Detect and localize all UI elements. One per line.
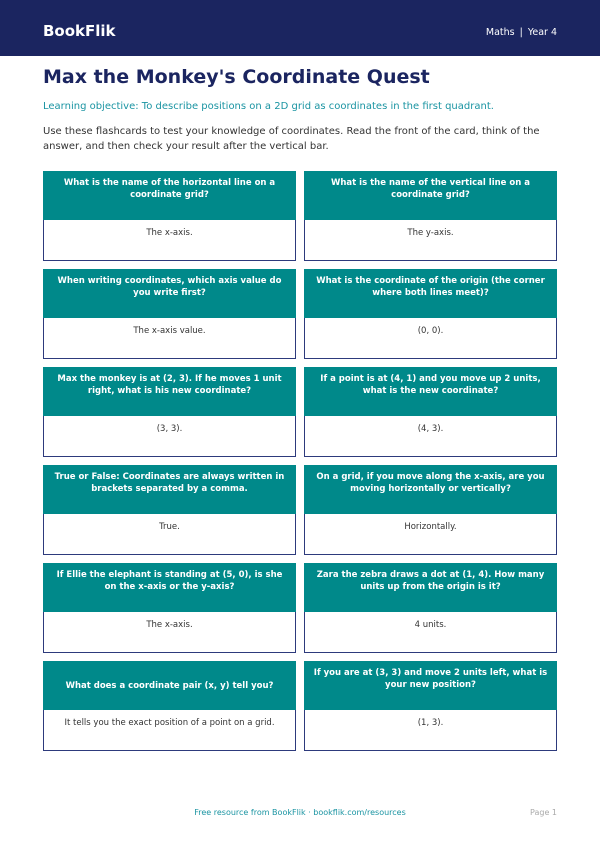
flashcard <box>43 563 296 653</box>
footer-credit[interactable]: Free resource from BookFlik · bookflik.com/resources <box>194 808 406 817</box>
flashcard <box>43 661 296 751</box>
flashcard <box>304 171 557 261</box>
flashcard <box>304 661 557 751</box>
flashcard-answer: (4, 3). <box>304 416 557 457</box>
page-title: Max the Monkey's Coordinate Quest <box>43 66 430 88</box>
flashcard-question: On a grid, if you move along the x-axis, are you moving horizontally or vertically? <box>304 465 557 514</box>
flashcard-answer: The x-axis. <box>43 612 296 653</box>
flashcard-question: What does a coordinate pair (x, y) tell you? <box>43 661 296 710</box>
flashcard-answer: 4 units. <box>304 612 557 653</box>
flashcard-answer: (0, 0). <box>304 318 557 359</box>
flashcard-answer: (1, 3). <box>304 710 557 751</box>
flashcard-question: Max the monkey is at (2, 3). If he moves 1 unit right, what is his new coordinate? <box>43 367 296 416</box>
flashcard <box>304 367 557 457</box>
flashcard-question: What is the coordinate of the origin (the corner where both lines meet)? <box>304 269 557 318</box>
flashcard <box>304 465 557 555</box>
flashcard-question: What is the name of the vertical line on a coordinate grid? <box>304 171 557 220</box>
flashcard <box>43 465 296 555</box>
flashcard-question: When writing coordinates, which axis value do you write first? <box>43 269 296 318</box>
flashcard-question: If Ellie the elephant is standing at (5, 0), is she on the x-axis or the y-axis? <box>43 563 296 612</box>
page-header <box>0 0 600 56</box>
header-meta <box>486 27 557 38</box>
flashcard-answer: True. <box>43 514 296 555</box>
flashcard <box>43 269 296 359</box>
learning-objective: Learning objective: To describe positions on a 2D grid as coordinates in the first quadrant. <box>43 101 494 112</box>
flashcard-answer: The x-axis. <box>43 220 296 261</box>
flashcard-answer: Horizontally. <box>304 514 557 555</box>
flashcard-question: If a point is at (4, 1) and you move up 2 units, what is the new coordinate? <box>304 367 557 416</box>
flashcard <box>304 563 557 653</box>
intro-text: Use these flashcards to test your knowledge of coordinates. Read the front of the card, think of the answer, and then check your result after the vertical bar. <box>43 126 540 152</box>
flashcard-question: If you are at (3, 3) and move 2 units left, what is your new position? <box>304 661 557 710</box>
flashcard <box>304 269 557 359</box>
subject-label: Maths <box>485 27 515 38</box>
flashcard-question: True or False: Coordinates are always written in brackets separated by a comma. <box>43 465 296 514</box>
flashcard-question: What is the name of the horizontal line on a coordinate grid? <box>43 171 296 220</box>
year-label: Year 4 <box>527 27 557 38</box>
flashcard-answer: The y-axis. <box>304 220 557 261</box>
flashcard <box>43 171 296 261</box>
flashcard-answer: (3, 3). <box>43 416 296 457</box>
flashcard-answer: It tells you the exact position of a point on a grid. <box>43 710 296 751</box>
flashcard-grid <box>43 171 557 751</box>
flashcard-answer: The x-axis value. <box>43 318 296 359</box>
flashcard-question: Zara the zebra draws a dot at (1, 4). How many units up from the origin is it? <box>304 563 557 612</box>
page-number: Page 1 <box>530 808 557 817</box>
header-separator: | <box>519 27 523 38</box>
flashcard <box>43 367 296 457</box>
brand-logo[interactable]: BookFlik <box>43 22 116 40</box>
